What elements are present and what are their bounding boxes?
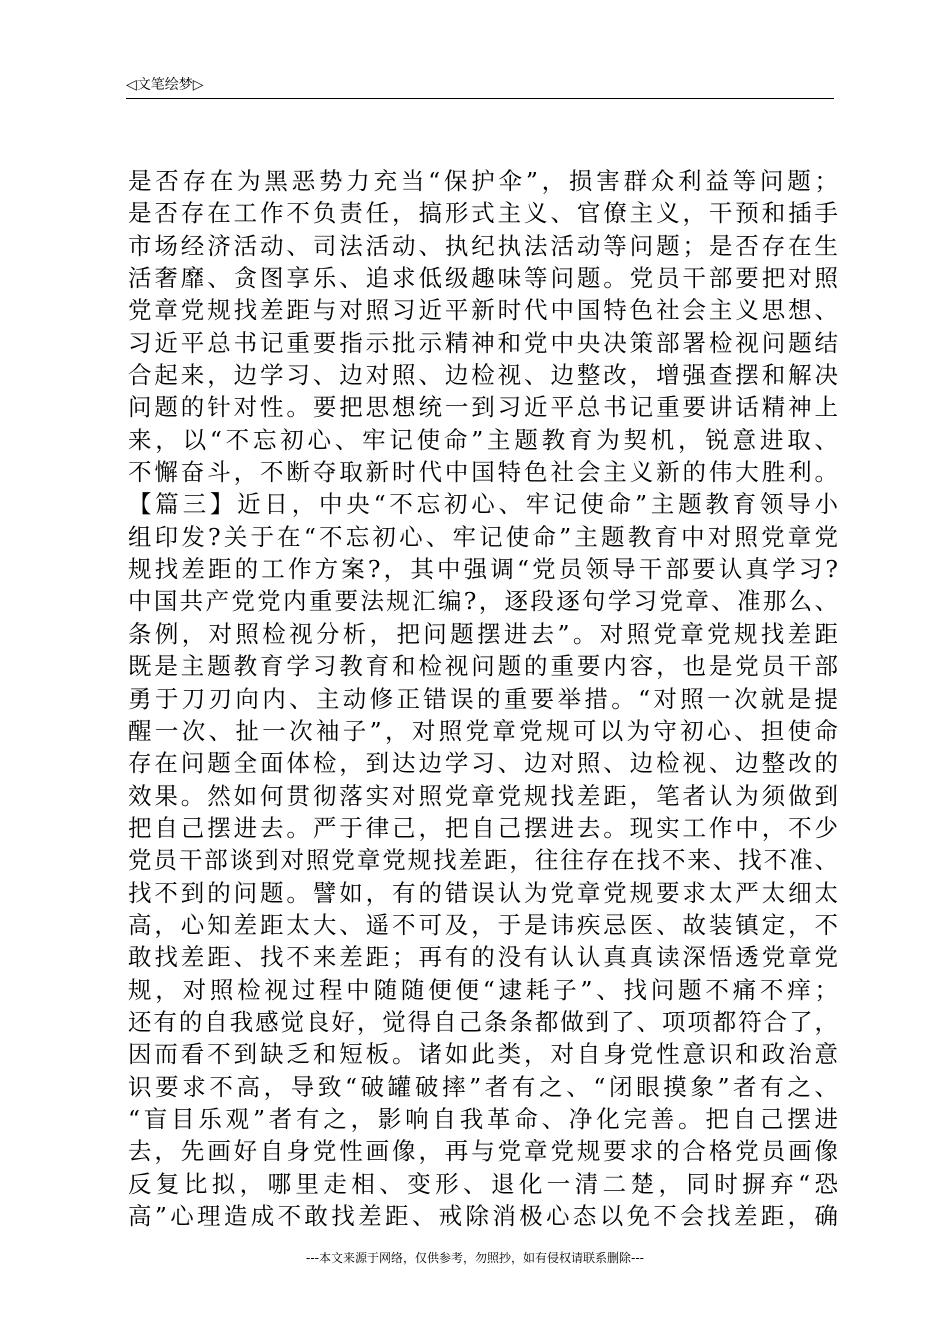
body-line: 市场经济活动、司法活动、执纪执法活动等问题；是否存在生: [128, 231, 838, 260]
body-line: 来，以“不忘初心、牢记使命”主题教育为契机，锐意进取、: [128, 425, 838, 454]
body-line: 找不到的问题。譬如，有的错误认为党章党规要求太严太细太: [128, 878, 838, 907]
body-line: 存在问题全面体检，到达边学习、边对照、边检视、边整改的: [128, 749, 838, 778]
body-line: 合起来，边学习、边对照、边检视、边整改，增强查摆和解决: [128, 361, 838, 390]
body-line: 规，对照检视过程中随随便便“逮耗子”、找问题不痛不痒；: [128, 975, 838, 1004]
body-line: 识要求不高，导致“破罐破摔”者有之、“闭眼摸象”者有之、: [128, 1072, 838, 1101]
body-line: 是否存在为黑恶势力充当“保护伞”，损害群众利益等问题；: [128, 167, 838, 195]
body-line: 是否存在工作不负责任，搞形式主义、官僚主义，干预和插手: [128, 199, 838, 228]
body-line: 党章党规找差距与对照习近平新时代中国特色社会主义思想、: [128, 296, 838, 325]
body-line: 反复比拟，哪里走相、变形、退化一清二楚，同时摒弃“恐: [128, 1169, 838, 1198]
document-body: [128, 165, 838, 1232]
body-line: 勇于刀刃向内、主动修正错误的重要举措。“对照一次就是提: [128, 684, 838, 713]
body-line: 习近平总书记重要指示批示精神和党中央决策部署检视问题结: [128, 328, 838, 357]
body-line: 【篇三】近日，中央“不忘初心、牢记使命”主题教育领导小: [128, 490, 838, 519]
body-line: 敢找差距、找不来差距；再有的没有认认真真读深悟透党章党: [128, 943, 838, 972]
body-line: 条例，对照检视分析，把问题摆进去”。对照党章党规找差距: [128, 619, 838, 648]
footer-notice: ---本文来源于网络，仅供参考，勿照抄，如有侵权请联系删除---: [306, 1251, 644, 1265]
body-line: 党员干部谈到对照党章党规找差距，往往存在找不来、找不准、: [128, 846, 838, 875]
page-header: [126, 76, 834, 99]
body-line: 醒一次、扯一次袖子”，对照党章党规可以为守初心、担使命: [128, 716, 838, 745]
body-line: 因而看不到缺乏和短板。诸如此类，对自身党性意识和政治意: [128, 1040, 838, 1069]
header-label: ◁文笔绘梦▷: [126, 77, 204, 93]
body-line: “盲目乐观”者有之，影响自我革命、净化完善。把自己摆进: [128, 1104, 838, 1133]
body-line: 效果。然如何贯彻落实对照党章党规找差距，笔者认为须做到: [128, 781, 838, 810]
body-line: 高”心理造成不敢找差距、戒除消极心态以免不会找差距，确: [128, 1202, 838, 1230]
body-line: 高，心知差距太大、遥不可及，于是讳疾忌医、故装镇定，不: [128, 910, 838, 939]
body-line: 组印发?关于在“不忘初心、牢记使命”主题教育中对照党章党: [128, 522, 838, 551]
body-line: 还有的自我感觉良好，觉得自己条条都做到了、项项都符合了，: [128, 1007, 838, 1036]
body-line: 去，先画好自身党性画像，再与党章党规要求的合格党员画像: [128, 1137, 838, 1166]
body-line: 规找差距的工作方案?，其中强调“党员领导干部要认真学习?: [128, 555, 838, 584]
body-line: 活奢靡、贪图享乐、追求低级趣味等问题。党员干部要把对照: [128, 264, 838, 293]
body-line: 问题的针对性。要把思想统一到习近平总书记重要讲话精神上: [128, 393, 838, 422]
body-line: 把自己摆进去。严于律己，把自己摆进去。现实工作中，不少: [128, 813, 838, 842]
body-line: 既是主题教育学习教育和检视问题的重要内容，也是党员干部: [128, 652, 838, 681]
body-line: 不懈奋斗，不断夺取新时代中国特色社会主义新的伟大胜利。: [128, 458, 838, 487]
body-line: 中国共产党党内重要法规汇编?，逐段逐句学习党章、准那么、: [128, 587, 838, 616]
